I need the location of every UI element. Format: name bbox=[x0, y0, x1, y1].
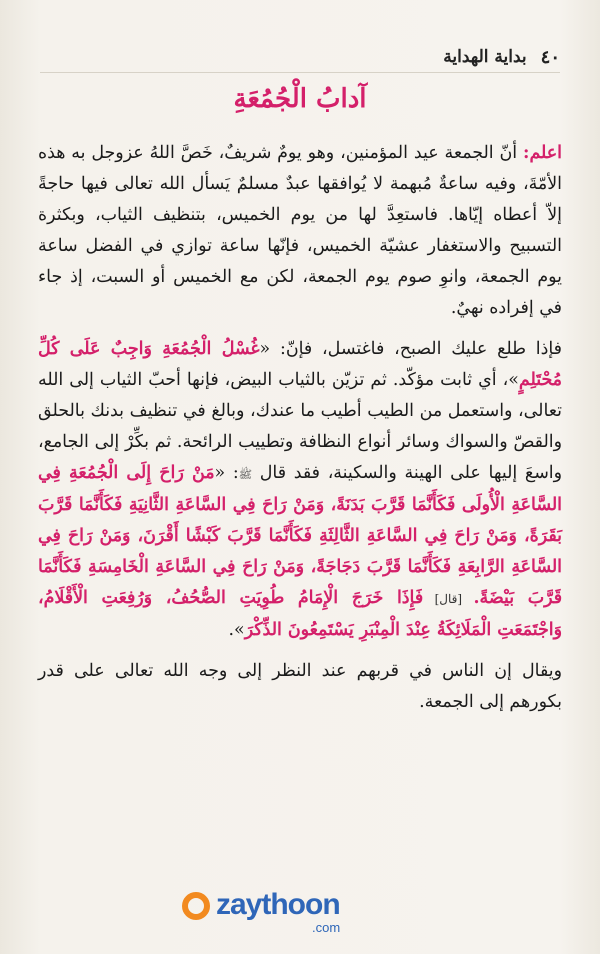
quote-close: ». bbox=[228, 620, 245, 640]
keyword-alam: اعلم: bbox=[523, 143, 562, 163]
chapter-title: آدابُ الْجُمُعَةِ bbox=[233, 84, 367, 114]
hadith-ghusl: غُسْلُ الْجُمُعَةِ وَاجِبٌ عَلَى كُلِّ مُحْتَلِمٍ bbox=[38, 339, 562, 390]
page-number: ٤٠ bbox=[540, 46, 560, 68]
paragraph-2-body: »، أي ثابت مؤكّد. ثم تزيّن بالثياب البيض، فإنها أحبّ الثياب إلى الله تعالى، واستعمل من الطيب أطيب ما عندك، وبالغ في تنظيف بدنك بالحلق والقصّ والسواك وسائر أنواع النظافة وتطييب الرائحة. ثم بكِّرْ إلى الجامع، واسعَ إليها على الهينة والسكينة، فقد قال bbox=[38, 370, 562, 483]
paragraph-2 bbox=[38, 334, 562, 646]
paragraph-1 bbox=[38, 138, 562, 324]
logo-suffix: .com bbox=[312, 920, 341, 935]
body-text bbox=[38, 138, 562, 728]
pbuh-glyph: ﷺ bbox=[238, 468, 253, 481]
paragraph-2-intro: فإذا طلع عليك الصبح، فاغتسل، فإنّ: « bbox=[259, 339, 562, 359]
page-header bbox=[40, 42, 560, 73]
paragraph-1-text: أنّ الجمعة عيد المؤمنين، وهو يومٌ شريفٌ، خَصَّ اللهُ عزوجل به هذه الأمّةَ، وفيه ساعةٌ مُبهمة لا يُوافقها عبدٌ مسلمٌ يَسأل الله تعالى فيها حاجةً إلاّ أعطاه إيّاها. فاستعِدَّ لها من يوم الخميس، بتنظيف الثياب، وبكثرة التسبيح والاستغفار عشيّة الخميس، فإنّها ساعة توازي في الفضل ساعة يوم الجمعة، وانوِ صوم يوم الجمعة، لكن مع الخميس أو السبت، إذ جاء في إفراده نهيٌ. bbox=[38, 143, 562, 318]
hadith-hours: مَنْ رَاحَ إِلَى الْجُمُعَةِ فِي السَّاعَةِ الْأُولَى فَكَأَنَّمَا قَرَّبَ بَدَنَةً، وَمَنْ رَاحَ فِي السَّاعَةِ الثَّانِيَةِ فَكَأَنَّمَا قَرَّبَ بَقَرَةً، وَمَنْ رَاحَ فِي السَّاعَةِ الثَّالِثَةِ فَكَأَنَّمَا قَرَّبَ كَبْشًا أَقْرَنَ، وَمَنْ رَاحَ فِي السَّاعَةِ الرَّابِعَةِ فَكَأَنَّمَا قَرَّبَ دَجَاجَةً، وَمَنْ رَاحَ فِي السَّاعَةِ الْخَامِسَةِ فَكَأَنَّمَا قَرَّبَ بَيْضَةً. bbox=[38, 463, 563, 608]
paragraph-3-text: ويقال إن الناس في قربهم عند النظر إلى وجه الله تعالى على قدر بكورهم إلى الجمعة. bbox=[38, 661, 562, 712]
paragraph-3 bbox=[38, 656, 562, 718]
logo-ring-icon bbox=[182, 892, 210, 920]
zaythoon-logo bbox=[182, 886, 382, 936]
logo-word: zaythoon bbox=[216, 888, 340, 921]
book-title: بداية الهداية bbox=[443, 47, 527, 67]
quote-open: : « bbox=[214, 463, 239, 483]
qal-marker: [قال] bbox=[423, 592, 474, 606]
hadith-imam: فَإِذَا خَرَجَ الْإِمَامُ طُوِيَتِ الصُّحُفُ، وَرُفِعَتِ الْأَقْلَامُ، وَاجْتَمَعَتِ الْمَلَائِكَةُ عِنْدَ الْمِنْبَرِ يَسْتَمِعُونَ الذِّكْرَ bbox=[38, 588, 562, 640]
